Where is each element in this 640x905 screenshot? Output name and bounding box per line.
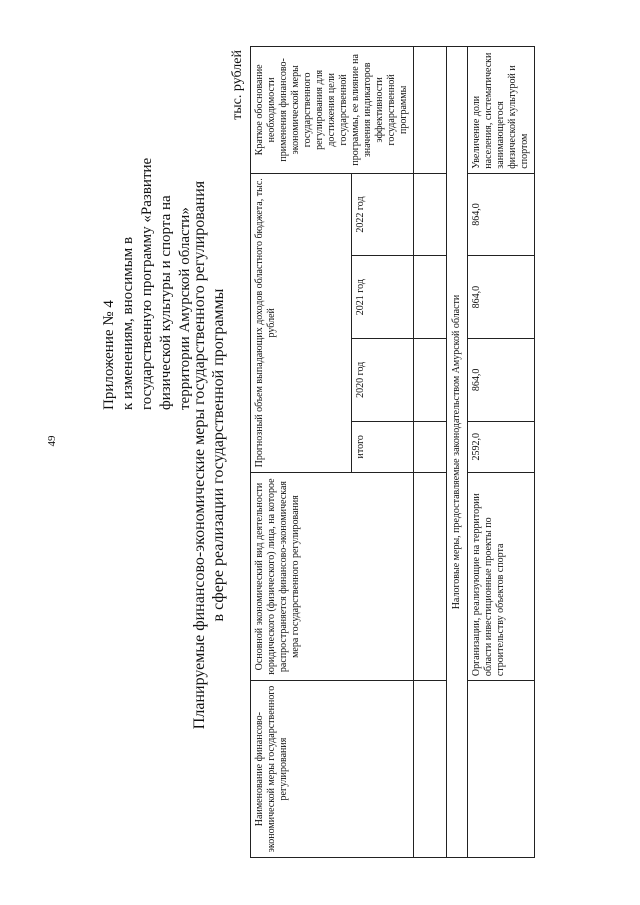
appendix-header	[100, 30, 195, 410]
cell-total: 2592,0	[468, 421, 535, 472]
section-title: Налоговые меры, предоставляемые законодательством Амурской области	[447, 47, 468, 858]
appendix-line-3: государственную программу «Развитие	[139, 157, 155, 410]
table-section-row	[447, 47, 468, 858]
header-2021: 2021 год	[352, 256, 414, 339]
header-activity: Основной экономический вид деятельности юридического (физического) лица, на которое распространяется финансово-экономическая мера государственного регулирования	[251, 472, 414, 680]
title-line-2: в сфере реализации государственной программы	[210, 288, 227, 622]
appendix-line-5: территории Амурской области»	[177, 207, 193, 410]
spacer-cell	[414, 173, 447, 256]
spacer-cell	[414, 681, 447, 858]
cell-2022: 864,0	[468, 173, 535, 256]
document-title	[190, 30, 228, 880]
cell-rationale: Увеличение доли населения, систематически занимающегося физической культурой и спортом	[468, 47, 535, 174]
spacer-cell	[414, 339, 447, 422]
rotated-page-content	[80, 30, 620, 880]
header-rationale: Краткое обоснование необходимости применения финансово-экономической меры государственного регулирования для достижения цели государственной программы, ее влияние на значения индикаторов эффективности государственной программы	[251, 47, 414, 174]
title-line-1: Планируемые финансово-экономические меры государственного регулирования	[191, 180, 208, 730]
appendix-line-1: Приложение № 4	[101, 300, 117, 410]
table-row	[468, 47, 535, 858]
appendix-line-4: физической культуры и спорта на	[158, 195, 174, 410]
header-2022: 2022 год	[352, 173, 414, 256]
units-label: тыс. рублей	[230, 50, 245, 120]
table-header-row	[251, 47, 352, 858]
appendix-line-2: к изменениям, вносимым в	[120, 236, 136, 410]
header-measure-name: Наименование финансово-экономической меры государственного регулирования	[251, 681, 414, 858]
header-total: итого	[352, 421, 414, 472]
cell-2021: 864,0	[468, 256, 535, 339]
cell-2020: 864,0	[468, 339, 535, 422]
page-number: 49	[46, 435, 58, 447]
cell-measure-name	[468, 681, 535, 858]
table-spacer-row	[414, 47, 447, 858]
measures-table	[250, 46, 535, 858]
spacer-cell	[414, 47, 447, 174]
spacer-cell	[414, 256, 447, 339]
cell-activity: Организации, реализующие на территории области инвестиционные проекты по строительству объектов спорта	[468, 472, 535, 680]
spacer-cell	[414, 472, 447, 680]
header-2020: 2020 год	[352, 339, 414, 422]
header-forecast: Прогнозный объем выпадающих доходов областного бюджета, тыс. рублей	[251, 173, 352, 472]
spacer-cell	[414, 421, 447, 472]
